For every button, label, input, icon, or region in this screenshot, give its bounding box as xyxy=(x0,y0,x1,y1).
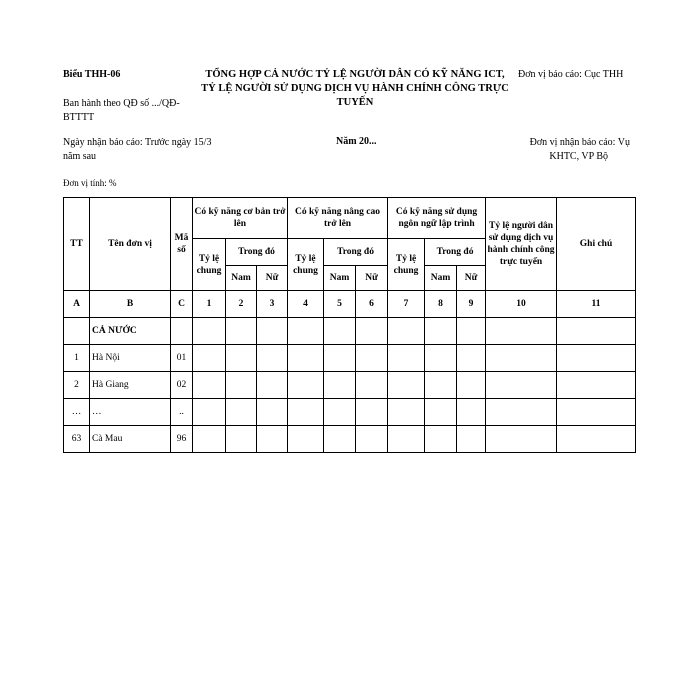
data-cell[interactable] xyxy=(486,372,557,399)
data-cell[interactable] xyxy=(257,399,288,426)
data-cell[interactable] xyxy=(425,345,457,372)
data-cell[interactable] xyxy=(324,426,356,453)
title-line-2: TỶ LỆ NGƯỜI SỬ DỤNG DỊCH VỤ HÀNH CHÍNH CÔNG TRỰC TUYẾN xyxy=(201,83,509,108)
table-row xyxy=(64,399,636,426)
unit-label: Đơn vị tính: % xyxy=(63,178,117,188)
data-cell[interactable] xyxy=(257,426,288,453)
data-cell[interactable] xyxy=(557,399,636,426)
row-unit-name: Hà Nội xyxy=(90,345,171,372)
data-cell[interactable] xyxy=(193,345,226,372)
header-female-2: Nữ xyxy=(356,266,388,291)
receiving-unit xyxy=(500,136,630,164)
data-cell[interactable] xyxy=(425,399,457,426)
data-cell[interactable] xyxy=(356,426,388,453)
row-tt: 1 xyxy=(64,345,90,372)
data-cell[interactable] xyxy=(457,318,486,345)
index-cell: 5 xyxy=(324,291,356,318)
data-cell[interactable] xyxy=(388,345,425,372)
index-cell: 8 xyxy=(425,291,457,318)
data-cell[interactable] xyxy=(457,372,486,399)
index-cell: 1 xyxy=(193,291,226,318)
data-cell[interactable] xyxy=(324,318,356,345)
data-cell[interactable] xyxy=(193,318,226,345)
row-code: 02 xyxy=(171,372,193,399)
table-row xyxy=(64,345,636,372)
data-cell[interactable] xyxy=(486,345,557,372)
table-row xyxy=(64,372,636,399)
data-cell[interactable] xyxy=(388,318,425,345)
header-of-which-2: Trong đó xyxy=(324,239,388,266)
receiving-unit-line-2: KHTC, VP Bộ xyxy=(549,151,608,162)
row-unit-name: Hà Giang xyxy=(90,372,171,399)
report-table xyxy=(63,197,636,453)
index-row xyxy=(64,291,636,318)
index-cell: 4 xyxy=(288,291,324,318)
data-cell[interactable] xyxy=(356,345,388,372)
header-male-1: Nam xyxy=(226,266,257,291)
table-row-national xyxy=(64,318,636,345)
data-cell[interactable] xyxy=(324,399,356,426)
index-cell: 10 xyxy=(486,291,557,318)
header-of-which-3: Trong đó xyxy=(425,239,486,266)
data-cell[interactable] xyxy=(457,345,486,372)
data-cell[interactable] xyxy=(288,345,324,372)
data-cell[interactable] xyxy=(356,318,388,345)
data-cell[interactable] xyxy=(486,399,557,426)
row-code xyxy=(171,318,193,345)
data-cell[interactable] xyxy=(388,372,425,399)
data-cell[interactable] xyxy=(193,399,226,426)
data-cell[interactable] xyxy=(486,318,557,345)
index-cell: 7 xyxy=(388,291,425,318)
header-male-3: Nam xyxy=(425,266,457,291)
header-note: Ghi chú xyxy=(557,198,636,291)
data-cell[interactable] xyxy=(226,399,257,426)
data-cell[interactable] xyxy=(226,318,257,345)
header-of-which-1: Trong đó xyxy=(226,239,288,266)
table-row xyxy=(64,426,636,453)
data-cell[interactable] xyxy=(557,372,636,399)
index-cell: 11 xyxy=(557,291,636,318)
data-cell[interactable] xyxy=(425,426,457,453)
data-cell[interactable] xyxy=(388,426,425,453)
data-cell[interactable] xyxy=(425,372,457,399)
data-cell[interactable] xyxy=(356,399,388,426)
header-male-2: Nam xyxy=(324,266,356,291)
row-unit-name: Cà Mau xyxy=(90,426,171,453)
data-cell[interactable] xyxy=(288,399,324,426)
data-cell[interactable] xyxy=(388,399,425,426)
index-cell: 6 xyxy=(356,291,388,318)
index-cell: C xyxy=(171,291,193,318)
data-cell[interactable] xyxy=(288,318,324,345)
header-rate-total-3: Tỷ lệ chung xyxy=(388,239,425,291)
data-cell[interactable] xyxy=(324,372,356,399)
data-cell[interactable] xyxy=(457,426,486,453)
index-cell: 3 xyxy=(257,291,288,318)
header-public-service: Tỷ lệ người dân sử dụng dịch vụ hành chính công trực tuyến xyxy=(486,198,557,291)
data-cell[interactable] xyxy=(324,345,356,372)
header-female-3: Nữ xyxy=(457,266,486,291)
data-cell[interactable] xyxy=(257,372,288,399)
header-unit-name: Tên đơn vị xyxy=(90,198,171,291)
receive-date: Ngày nhận báo cáo: Trước ngày 15/3 năm sau xyxy=(63,137,212,162)
reporting-unit: Đơn vị báo cáo: Cục THH xyxy=(518,69,624,80)
data-cell[interactable] xyxy=(557,318,636,345)
row-code: .. xyxy=(171,399,193,426)
header-rate-total-2: Tỷ lệ chung xyxy=(288,239,324,291)
data-cell[interactable] xyxy=(226,345,257,372)
index-cell: B xyxy=(90,291,171,318)
row-tt: … xyxy=(64,399,90,426)
data-cell[interactable] xyxy=(557,426,636,453)
data-cell[interactable] xyxy=(356,372,388,399)
row-code: 01 xyxy=(171,345,193,372)
row-code: 96 xyxy=(171,426,193,453)
data-cell[interactable] xyxy=(288,426,324,453)
header-group-basic: Có kỹ năng cơ bản trở lên xyxy=(193,198,288,239)
index-cell: 9 xyxy=(457,291,486,318)
row-unit-name: … xyxy=(90,399,171,426)
data-cell[interactable] xyxy=(193,372,226,399)
data-cell[interactable] xyxy=(257,345,288,372)
data-cell[interactable] xyxy=(557,345,636,372)
header-rate-total-1: Tỷ lệ chung xyxy=(193,239,226,291)
data-cell[interactable] xyxy=(486,426,557,453)
report-year: Năm 20... xyxy=(336,136,377,147)
data-cell[interactable] xyxy=(257,318,288,345)
data-cell[interactable] xyxy=(226,372,257,399)
header-code: Mã số xyxy=(171,198,193,291)
row-tt: 2 xyxy=(64,372,90,399)
row-tt: 63 xyxy=(64,426,90,453)
receiving-unit-line-1: Đơn vị nhận báo cáo: Vụ xyxy=(529,137,630,148)
data-cell[interactable] xyxy=(288,372,324,399)
data-cell[interactable] xyxy=(226,426,257,453)
header-group-advanced: Có kỹ năng nâng cao trở lên xyxy=(288,198,388,239)
data-cell[interactable] xyxy=(457,399,486,426)
header-female-1: Nữ xyxy=(257,266,288,291)
row-unit-name: CẢ NƯỚC xyxy=(90,318,171,345)
header-tt: TT xyxy=(64,198,90,291)
report-title xyxy=(195,68,515,110)
form-code: Biểu THH-06 xyxy=(63,69,121,80)
index-cell: 2 xyxy=(226,291,257,318)
header-group-programming: Có kỹ năng sử dụng ngôn ngữ lập trình xyxy=(388,198,486,239)
index-cell: A xyxy=(64,291,90,318)
data-cell[interactable] xyxy=(193,426,226,453)
title-line-1: TỔNG HỢP CẢ NƯỚC TỶ LỆ NGƯỜI DÂN CÓ KỸ NĂNG ICT, xyxy=(205,69,505,80)
issued-by: Ban hành theo QĐ số .../QĐ-BTTTT xyxy=(63,98,180,123)
row-tt xyxy=(64,318,90,345)
data-cell[interactable] xyxy=(425,318,457,345)
